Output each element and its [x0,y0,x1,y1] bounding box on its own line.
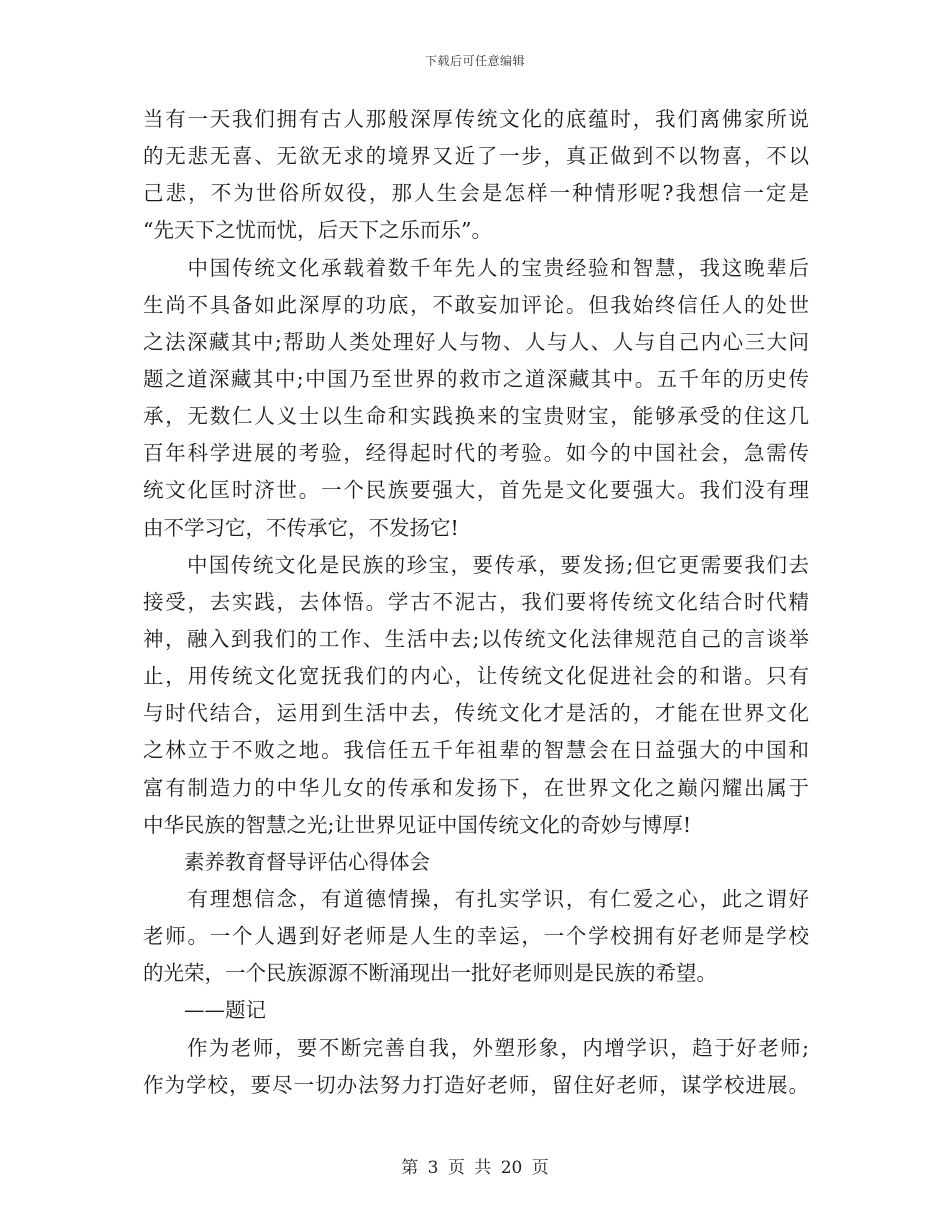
text-line: 统文化匡时济世。一个民族要强大，首先是文化要强大。我们没有理 [143,478,809,503]
page-header: 下载后可任意编辑 [424,54,525,68]
text-line: 当有一天我们拥有古人那般深厚传统文化的底蕴时，我们离佛家所说 [143,107,809,131]
text-line: 神，融入到我们的工作、生活中去;以传统文化法律规范自己的言谈举 [143,626,809,651]
document-body [143,101,809,1104]
text-line: 之法深藏其中;帮助人类处理好人与物、人与人、人与自己内心三大问 [143,329,809,354]
text-line: 富有制造力的中华儿女的传承和发扬下，在世界文化之巅闪耀出属于 [143,775,809,800]
text-line: 与时代结合，运用到生活中去，传统文化才是活的，才能在世界文化 [143,701,809,726]
text-line: 的光荣，一个民族源源不断涌现出一批好老师则是民族的希望。 [143,961,717,986]
text-line: 接受，去实践，去体悟。学古不泥古，我们要将传统文化结合时代精 [143,589,809,614]
text-line: 止，用传统文化宽抚我们的内心，让传统文化促进社会的和谐。只有 [143,664,809,689]
text-line: 作为老师，要不断完善自我，外塑形象，内增学识，趋于好老师; [143,1035,809,1060]
text-line: 之林立于不败之地。我信任五千年祖辈的智慧会在日益强大的中国和 [143,738,809,763]
text-line: 题之道深藏其中;中国乃至世界的救市之道深藏其中。五千年的历史传 [143,366,809,391]
text-line: ——题记 [143,998,266,1023]
text-line: 百年科学进展的考验，经得起时代的考验。如今的中国社会，急需传 [143,441,809,466]
text-line: 作为学校，要尽一切办法努力打造好老师，留住好老师，谋学校进展。 [143,1072,809,1097]
text-line: 由不学习它，不传承它，不发扬它! [143,515,459,540]
text-line: 己悲，不为世俗所奴役，那人生会是怎样一种情形呢?我想信一定是 [143,181,809,206]
text-line: 素养教育督导评估心得体会 [143,849,430,874]
text-line: 老师。一个人遇到好老师是人生的幸运，一个学校拥有好老师是学校 [143,924,809,949]
text-line: 中国传统文化承载着数千年先人的宝贵经验和智慧，我这晚辈后 [143,255,809,280]
text-line: “先天下之忧而忧，后天下之乐而乐”。 [143,218,492,243]
text-line: 的无悲无喜、无欲无求的境界又近了一步，真正做到不以物喜，不以 [143,144,809,169]
page-number-footer: 第 3 页 共 20 页 [401,1158,549,1178]
text-line: 承，无数仁人义士以生命和实践换来的宝贵财宝，能够承受的住这几 [143,404,809,429]
text-line: 生尚不具备如此深厚的功底，不敢妄加评论。但我始终信任人的处世 [143,292,809,317]
text-line: 中华民族的智慧之光;让世界见证中国传统文化的奇妙与博厚! [143,812,692,837]
text-line: 中国传统文化是民族的珍宝，要传承，要发扬;但它更需要我们去 [143,552,809,577]
text-line: 有理想信念，有道德情操，有扎实学识，有仁爱之心，此之谓好 [143,886,809,911]
